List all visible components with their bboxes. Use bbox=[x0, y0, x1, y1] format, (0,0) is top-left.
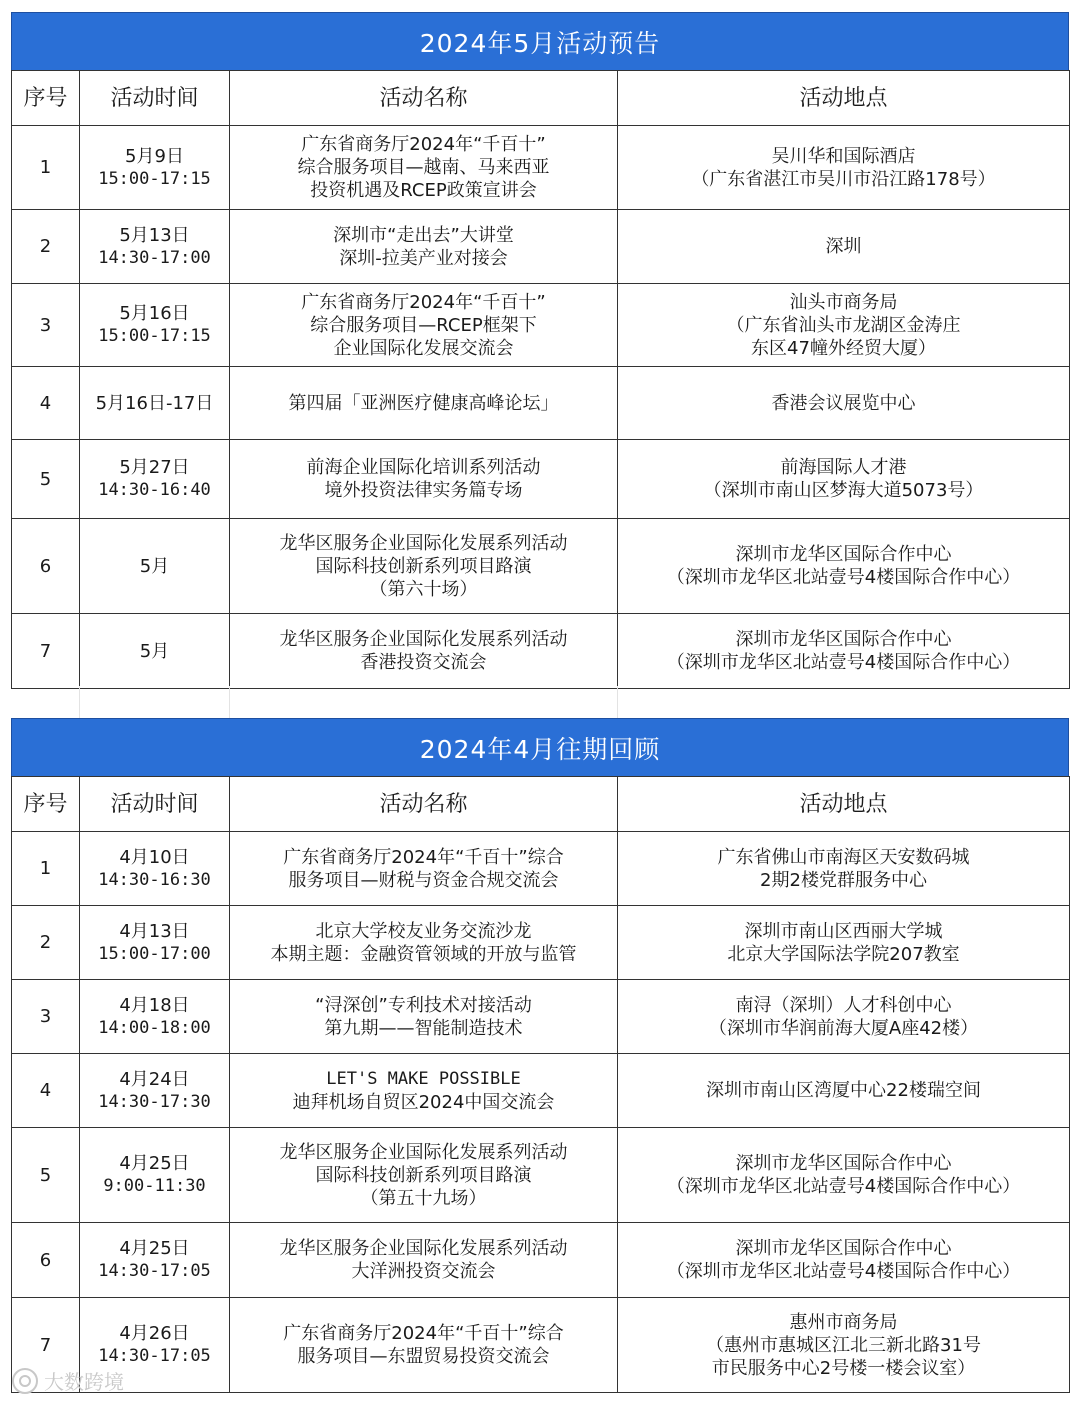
row-time-line: 15:00-17:15 bbox=[98, 326, 211, 346]
row-place-line: 深圳市南山区西丽大学城 bbox=[744, 920, 943, 942]
row-name-line: LET'S MAKE POSSIBLE bbox=[326, 1068, 521, 1089]
row-name-line: 龙华区服务企业国际化发展系列活动 bbox=[279, 532, 568, 554]
row-index: 6 bbox=[12, 1223, 80, 1298]
row-index: 7 bbox=[12, 1298, 80, 1393]
row-time-line: 14:00-18:00 bbox=[98, 1017, 211, 1038]
may-table-body bbox=[12, 126, 1070, 689]
row-time bbox=[80, 440, 230, 519]
row-place bbox=[618, 126, 1070, 210]
row-index: 1 bbox=[12, 832, 80, 906]
row-time-line: 5月16日 bbox=[119, 303, 190, 324]
row-name-line: 服务项目—财税与资金合规交流会 bbox=[288, 869, 559, 891]
april-section bbox=[11, 718, 1069, 1393]
row-place-line: （广东省湛江市吴川市沿江路178号） bbox=[691, 168, 996, 190]
header-name: 活动名称 bbox=[230, 71, 618, 126]
april-header-row bbox=[12, 777, 1070, 832]
row-name-line: 广东省商务厅2024年“千百十” bbox=[301, 291, 546, 313]
row-time bbox=[80, 1054, 230, 1128]
row-place-line: 深圳市龙华区国际合作中心 bbox=[735, 629, 952, 650]
row-time-line: 15:00-17:00 bbox=[98, 943, 211, 964]
row-index: 6 bbox=[12, 519, 80, 614]
table-row bbox=[12, 980, 1070, 1054]
row-place-line: （深圳市龙华区北站壹号4楼国际合作中心） bbox=[666, 1176, 1021, 1197]
row-index: 2 bbox=[12, 210, 80, 284]
header-place: 活动地点 bbox=[618, 71, 1070, 126]
row-time-line: 5月9日 bbox=[125, 145, 184, 167]
row-name-line: 国际科技创新系列项目路演 bbox=[315, 1164, 532, 1186]
row-place bbox=[618, 832, 1070, 906]
row-place-line: 深圳 bbox=[825, 236, 862, 257]
row-time-line: 14:30-16:40 bbox=[98, 480, 211, 500]
row-place-line: 吴川华和国际酒店 bbox=[771, 145, 916, 167]
row-time bbox=[80, 1223, 230, 1298]
row-name-line: 大洋洲投资交流会 bbox=[351, 1261, 496, 1282]
row-time-line: 14:30-17:00 bbox=[98, 247, 211, 268]
table-row bbox=[12, 614, 1070, 689]
row-time-line: 4月18日 bbox=[119, 994, 190, 1016]
row-place-line: 北京大学国际法学院207教室 bbox=[727, 943, 960, 965]
watermark-text: 大数跨境 bbox=[44, 1370, 124, 1394]
row-name-line: 龙华区服务企业国际化发展系列活动 bbox=[279, 629, 568, 650]
table-row bbox=[12, 1298, 1070, 1393]
row-index: 4 bbox=[12, 367, 80, 440]
row-place-line: 惠州市商务局 bbox=[789, 1311, 898, 1333]
row-time-line: 5月16日-17日 bbox=[95, 392, 214, 414]
row-time-line: 5月 bbox=[139, 640, 170, 662]
row-name-line: 投资机遇及RCEP政策宣讲会 bbox=[310, 180, 537, 201]
table-row bbox=[12, 367, 1070, 440]
header-index: 序号 bbox=[12, 71, 80, 126]
row-name-line: 国际科技创新系列项目路演 bbox=[315, 555, 532, 577]
section-gap bbox=[11, 686, 1069, 718]
row-name bbox=[230, 1298, 618, 1393]
row-time-line: 4月24日 bbox=[119, 1068, 190, 1090]
may-section bbox=[11, 12, 1069, 689]
row-time bbox=[80, 519, 230, 614]
table-row bbox=[12, 210, 1070, 284]
row-name-line: 香港投资交流会 bbox=[360, 652, 487, 673]
table-row bbox=[12, 519, 1070, 614]
row-name bbox=[230, 284, 618, 367]
row-time-line: 14:30-17:05 bbox=[98, 1261, 211, 1281]
row-place-line: 东区47幢外经贸大厦） bbox=[751, 337, 936, 359]
row-time bbox=[80, 1128, 230, 1223]
may-title: 2024年5月活动预告 bbox=[11, 12, 1069, 70]
header-time: 活动时间 bbox=[80, 71, 230, 126]
row-name bbox=[230, 1054, 618, 1128]
row-index: 2 bbox=[12, 906, 80, 980]
row-place-line: 汕头市商务局 bbox=[789, 291, 898, 313]
row-place bbox=[618, 367, 1070, 440]
row-place-line: （深圳市龙华区北站壹号4楼国际合作中心） bbox=[666, 652, 1021, 673]
table-row bbox=[12, 832, 1070, 906]
row-time bbox=[80, 832, 230, 906]
row-place-line: 香港会议展览中心 bbox=[771, 392, 916, 414]
row-place bbox=[618, 284, 1070, 367]
row-name-line: 广东省商务厅2024年“千百十” bbox=[301, 134, 546, 155]
row-time-line: 15:00-17:15 bbox=[98, 168, 211, 189]
table-row bbox=[12, 1223, 1070, 1298]
row-name-line: 境外投资法律实务篇专场 bbox=[324, 480, 523, 501]
row-index: 3 bbox=[12, 980, 80, 1054]
row-name-line: 服务项目—东盟贸易投资交流会 bbox=[297, 1346, 550, 1367]
row-place-line: （惠州市惠城区江北三新北路31号 bbox=[706, 1334, 981, 1356]
watermark bbox=[12, 1366, 124, 1395]
row-place-line: 南浔（深圳）人才科创中心 bbox=[735, 994, 952, 1016]
row-place-line: （深圳市南山区梦海大道5073号） bbox=[703, 480, 984, 501]
april-table bbox=[11, 776, 1070, 1393]
row-name-line: 深圳-拉美产业对接会 bbox=[339, 247, 508, 269]
row-name bbox=[230, 126, 618, 210]
table-row bbox=[12, 440, 1070, 519]
row-time bbox=[80, 367, 230, 440]
header-place: 活动地点 bbox=[618, 777, 1070, 832]
row-index: 1 bbox=[12, 126, 80, 210]
row-name-line: 第九期——智能制造技术 bbox=[324, 1017, 523, 1039]
row-place-line: （深圳市龙华区北站壹号4楼国际合作中心） bbox=[666, 1261, 1021, 1282]
table-row bbox=[12, 1128, 1070, 1223]
row-name-line: （第五十九场） bbox=[360, 1187, 487, 1209]
row-time-line: 5月13日 bbox=[119, 224, 190, 246]
row-index: 4 bbox=[12, 1054, 80, 1128]
row-name-line: 广东省商务厅2024年“千百十”综合 bbox=[283, 1323, 564, 1344]
may-table bbox=[11, 70, 1070, 689]
row-time-line: 4月10日 bbox=[119, 846, 190, 868]
row-name-line: 深圳市“走出去”大讲堂 bbox=[333, 224, 514, 246]
row-time-line: 14:30-17:05 bbox=[98, 1346, 211, 1366]
row-place-line: 深圳市龙华区国际合作中心 bbox=[735, 544, 952, 565]
row-time bbox=[80, 210, 230, 284]
row-place-line: （深圳市龙华区北站壹号4楼国际合作中心） bbox=[666, 567, 1021, 588]
row-name-line: 综合服务项目—越南、马来西亚 bbox=[297, 157, 550, 178]
row-place bbox=[618, 980, 1070, 1054]
row-name-line: 本期主题：金融资管领域的开放与监管 bbox=[270, 943, 577, 965]
row-name-line: “浔深创”专利技术对接活动 bbox=[315, 994, 532, 1016]
table-row bbox=[12, 126, 1070, 210]
row-time-line: 4月13日 bbox=[119, 920, 190, 942]
april-table-body bbox=[12, 832, 1070, 1393]
row-name-line: 迪拜机场自贸区2024中国交流会 bbox=[292, 1091, 555, 1113]
row-name bbox=[230, 440, 618, 519]
row-index: 7 bbox=[12, 614, 80, 689]
header-time: 活动时间 bbox=[80, 777, 230, 832]
row-time-line: 4月25日 bbox=[119, 1238, 190, 1259]
row-time bbox=[80, 284, 230, 367]
row-time-line: 4月25日 bbox=[119, 1153, 190, 1174]
row-place bbox=[618, 1223, 1070, 1298]
row-name-line: 前海企业国际化培训系列活动 bbox=[306, 457, 541, 478]
row-name-line: （第六十场） bbox=[369, 578, 478, 600]
row-place bbox=[618, 614, 1070, 689]
row-index: 3 bbox=[12, 284, 80, 367]
row-name bbox=[230, 1128, 618, 1223]
row-place bbox=[618, 519, 1070, 614]
row-place-line: （深圳市华润前海大厦A座42楼） bbox=[708, 1017, 979, 1039]
table-row bbox=[12, 906, 1070, 980]
row-place bbox=[618, 1128, 1070, 1223]
row-time bbox=[80, 126, 230, 210]
row-name bbox=[230, 1223, 618, 1298]
row-time bbox=[80, 614, 230, 689]
row-name bbox=[230, 367, 618, 440]
row-name bbox=[230, 614, 618, 689]
row-time bbox=[80, 980, 230, 1054]
may-header-row bbox=[12, 71, 1070, 126]
april-title: 2024年4月往期回顾 bbox=[11, 718, 1069, 776]
row-name-line: 龙华区服务企业国际化发展系列活动 bbox=[279, 1238, 568, 1259]
row-index: 5 bbox=[12, 1128, 80, 1223]
row-name-line: 广东省商务厅2024年“千百十”综合 bbox=[283, 846, 564, 868]
row-time-line: 4月26日 bbox=[119, 1323, 190, 1344]
row-time-line: 14:30-17:30 bbox=[98, 1091, 211, 1112]
row-place bbox=[618, 1298, 1070, 1393]
row-name bbox=[230, 519, 618, 614]
row-place-line: 2期2楼党群服务中心 bbox=[760, 869, 927, 891]
row-time-line: 14:30-16:30 bbox=[98, 869, 211, 890]
row-name-line: 北京大学校友业务交流沙龙 bbox=[315, 920, 532, 942]
row-index: 5 bbox=[12, 440, 80, 519]
table-row bbox=[12, 1054, 1070, 1128]
row-time-line: 5月 bbox=[139, 555, 170, 577]
row-name bbox=[230, 906, 618, 980]
row-place-line: （广东省汕头市龙湖区金涛庄 bbox=[726, 314, 961, 336]
row-name bbox=[230, 210, 618, 284]
row-place bbox=[618, 210, 1070, 284]
watermark-logo-icon bbox=[12, 1368, 38, 1394]
header-name: 活动名称 bbox=[230, 777, 618, 832]
row-name-line: 综合服务项目—RCEP框架下 bbox=[310, 314, 537, 336]
row-time-line: 5月27日 bbox=[119, 457, 190, 478]
row-place bbox=[618, 440, 1070, 519]
header-index: 序号 bbox=[12, 777, 80, 832]
row-name bbox=[230, 980, 618, 1054]
row-time bbox=[80, 906, 230, 980]
row-place-line: 市民服务中心2号楼一楼会议室） bbox=[711, 1357, 976, 1379]
row-place bbox=[618, 906, 1070, 980]
row-place-line: 前海国际人才港 bbox=[780, 457, 907, 478]
row-name-line: 第四届「亚洲医疗健康高峰论坛」 bbox=[288, 392, 559, 414]
row-name-line: 企业国际化发展交流会 bbox=[333, 337, 514, 359]
row-name bbox=[230, 832, 618, 906]
row-place-line: 深圳市龙华区国际合作中心 bbox=[735, 1153, 952, 1174]
row-place-line: 深圳市南山区湾厦中心22楼瑞空间 bbox=[706, 1080, 981, 1101]
row-place-line: 广东省佛山市南海区天安数码城 bbox=[717, 846, 970, 868]
row-time-line: 9:00-11:30 bbox=[103, 1176, 206, 1196]
row-place-line: 深圳市龙华区国际合作中心 bbox=[735, 1238, 952, 1259]
row-name-line: 龙华区服务企业国际化发展系列活动 bbox=[279, 1141, 568, 1163]
row-place bbox=[618, 1054, 1070, 1128]
table-row bbox=[12, 284, 1070, 367]
